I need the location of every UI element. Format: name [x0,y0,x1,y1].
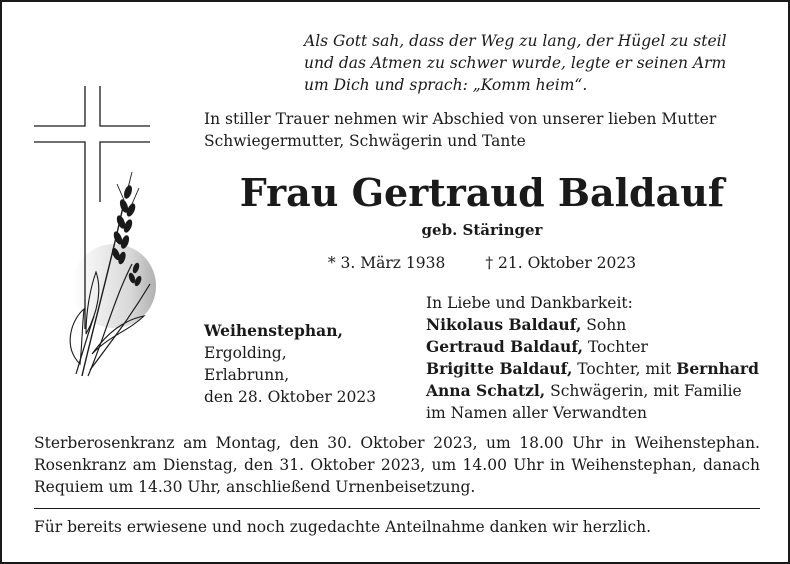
mourners-closing: im Namen aller Verwandten [426,404,647,422]
intro-line: In stiller Trauer nehmen wir Abschied von unserer lieben Mutter [204,110,717,128]
place-and-date [204,320,376,408]
mourner-row [426,314,766,336]
thanks-text: Für bereits erwiesene und noch zugedachte Anteilnahme danken wir herzlich. [34,518,652,536]
poem-line: Als Gott sah, dass der Weg zu lang, der Hügel zu steil [304,32,727,50]
poem-line: und das Atmen zu schwer wurde, legte er seinen Arm [304,54,727,72]
intro-line: Schwiegermutter, Schwägerin und Tante [204,132,526,150]
place-line: Ergolding, [204,344,287,362]
mourner-partner: Bernhard [676,359,759,378]
service-details: Sterberosenkranz am Montag, den 30. Oktober 2023, um 18.00 Uhr in Weihenstephan. Rosenkranz am Dienstag, den 31. Oktober 2023, um 14.00 Uhr in Weihenstephan, danach Requiem um 14.30 Uhr, anschließend Urnenbeisetzung. [34,434,760,496]
cross-with-wheat-icon [32,84,157,388]
mourner-relation: Tochter [583,338,648,356]
death-date: † 21. Oktober 2023 [485,254,637,272]
mourner-relation: Sohn [581,316,627,334]
mourner-relation: Schwägerin, mit Familie [545,382,742,400]
intro-text [204,108,764,152]
mourner-row [426,380,766,402]
mourner-row [426,336,766,358]
mourner-row [426,358,766,380]
mourners-heading: In Liebe und Dankbarkeit: [426,294,633,312]
mourner-name: Nikolaus Baldauf, [426,315,582,334]
memorial-poem [304,30,764,96]
divider [34,508,760,509]
poem-line: um Dich und sprach: „Komm heim“. [304,76,588,94]
mourner-name: Gertraud Baldauf, [426,337,584,356]
mourner-name: Anna Schatzl, [426,381,546,400]
birth-date: * 3. März 1938 [327,254,446,272]
life-dates [204,254,760,272]
place-line: Erlabrunn, [204,366,290,384]
place-main: Weihenstephan, [204,321,343,340]
deceased-name: Frau Gertraud Baldauf [239,170,725,215]
mourner-relation: Tochter, mit [572,360,677,378]
mourners-list [426,292,766,424]
notice-date: den 28. Oktober 2023 [204,388,377,406]
mourner-name: Brigitte Baldauf, [426,359,573,378]
maiden-name: geb. Stäringer [421,221,543,239]
